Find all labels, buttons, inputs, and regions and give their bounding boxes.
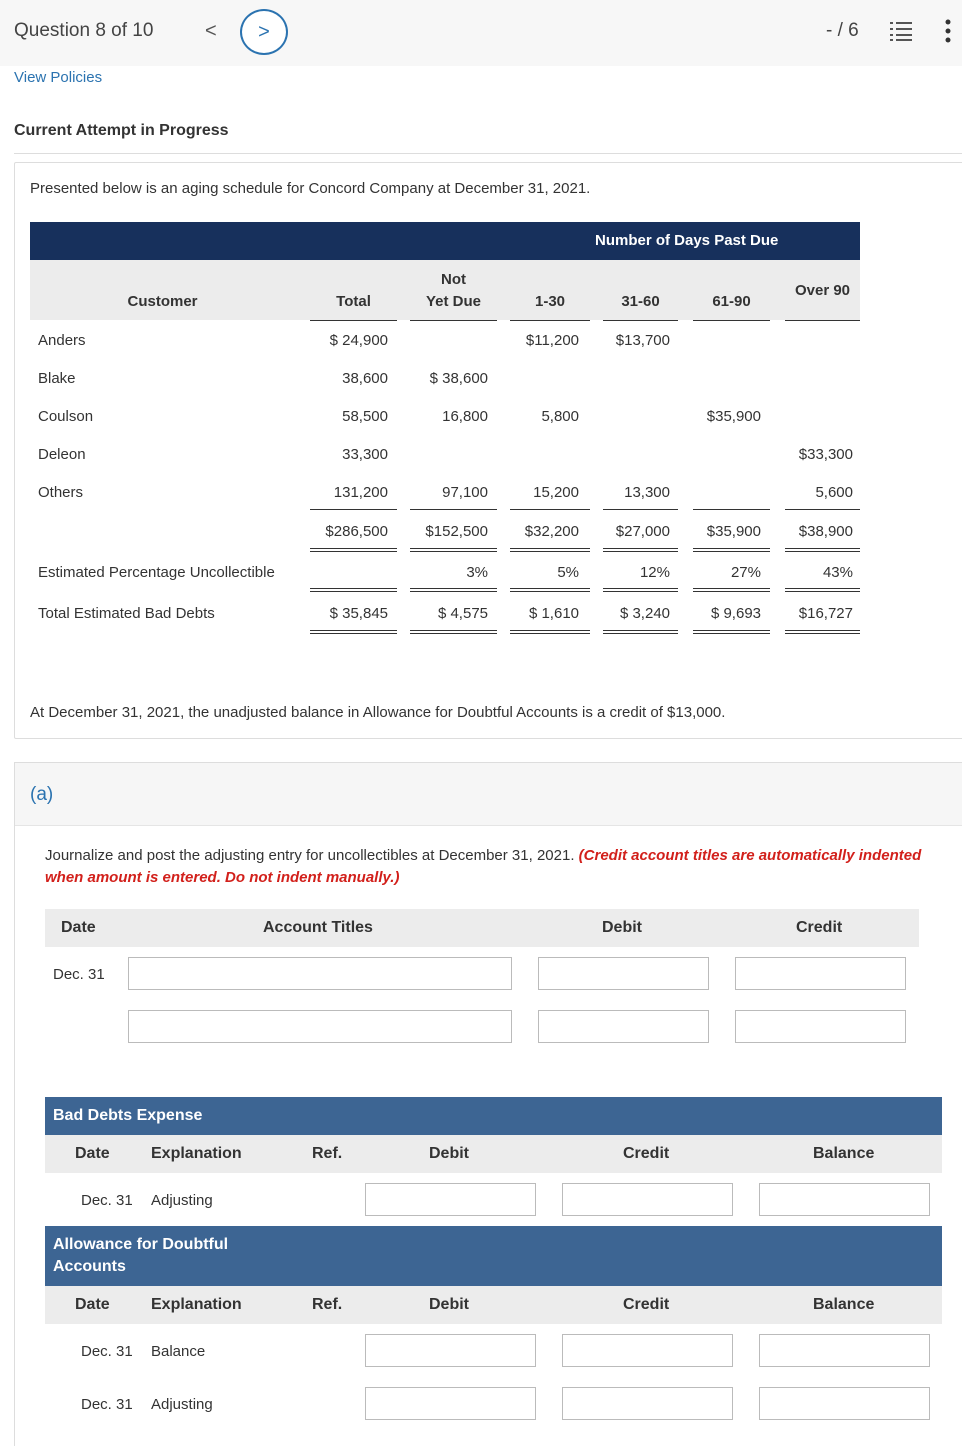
- ledger-balance-input[interactable]: [759, 1334, 930, 1367]
- ledger-balance-input[interactable]: [759, 1387, 930, 1420]
- ledger-credit-input[interactable]: [562, 1183, 733, 1216]
- customer-name: Blake: [38, 370, 76, 387]
- col-not-yet-due-line2: Yet Due: [425, 293, 482, 310]
- customer-name: Anders: [38, 332, 86, 349]
- ledger-row-explanation: Balance: [151, 1343, 206, 1360]
- total-not-yet-due: $152,500: [425, 523, 488, 540]
- total-sum: $286,500: [325, 523, 388, 540]
- closing-statement: At December 31, 2021, the unadjusted balance in Allowance for Doubtful Accounts is a credit of $13,000.: [30, 704, 726, 721]
- cell-31-60: 13,300: [624, 484, 670, 501]
- cell-total: $ 24,900: [329, 332, 388, 349]
- pct-61-90: 27%: [730, 564, 761, 581]
- ledger-row-date: Dec. 31: [81, 1192, 133, 1209]
- credit-input-2[interactable]: [735, 1010, 906, 1043]
- cell-31-60: $13,700: [615, 332, 670, 349]
- ledger-col-ref: Ref.: [312, 1145, 343, 1162]
- ledger-col-credit: Credit: [623, 1145, 670, 1162]
- cell-1-30: 15,200: [533, 484, 579, 501]
- cell-total: 38,600: [342, 370, 388, 387]
- ledger-col-date: Date: [75, 1296, 110, 1313]
- bad-not-yet-due: $ 4,575: [437, 605, 488, 622]
- list-icon[interactable]: [890, 20, 912, 42]
- credit-input-1[interactable]: [735, 957, 906, 990]
- col-31-60: 31-60: [621, 293, 660, 310]
- cell-not-yet-due: 97,100: [442, 484, 488, 501]
- ledger-col-debit: Debit: [429, 1296, 469, 1313]
- journal-col-date: Date: [61, 919, 96, 936]
- ledger-col-ref: Ref.: [312, 1296, 343, 1313]
- ledger-credit-input[interactable]: [562, 1387, 733, 1420]
- ledger-col-debit: Debit: [429, 1145, 469, 1162]
- cell-61-90: $35,900: [706, 408, 761, 425]
- ledger-debit-input[interactable]: [365, 1387, 536, 1420]
- ledger-bad-debts-title: [45, 1097, 942, 1135]
- score: - / 6: [826, 20, 859, 41]
- col-61-90: 61-90: [712, 293, 751, 310]
- cell-over-90: $33,300: [798, 446, 853, 463]
- ledger-row-explanation: Adjusting: [151, 1396, 213, 1413]
- ledger-col-balance: Balance: [813, 1296, 875, 1313]
- pct-31-60: 12%: [639, 564, 670, 581]
- cell-total: 33,300: [342, 446, 388, 463]
- question-counter: Question 8 of 10: [14, 20, 154, 41]
- ledger-row-date: Dec. 31: [81, 1396, 133, 1413]
- previous-question-button[interactable]: <: [205, 20, 217, 42]
- total-1-30: $32,200: [524, 523, 579, 540]
- ledger-col-balance: Balance: [813, 1145, 875, 1162]
- col-not-yet-due-line1: Not: [441, 271, 466, 288]
- customer-name: Deleon: [38, 446, 86, 463]
- journal-row-date: Dec. 31: [53, 966, 105, 983]
- ledger-title-text: Bad Debts Expense: [53, 1107, 203, 1124]
- ledger-balance-input[interactable]: [759, 1183, 930, 1216]
- cell-1-30: 5,800: [541, 408, 579, 425]
- instruction-note: (Credit account titles are automatically indented when amount is entered. Do not indent manually.): [45, 847, 922, 886]
- bad-31-60: $ 3,240: [619, 605, 670, 622]
- account-title-input-1[interactable]: [128, 957, 512, 990]
- part-a-instruction: [45, 845, 925, 889]
- pct-not-yet-due: 3%: [466, 564, 488, 581]
- account-title-input-2[interactable]: [128, 1010, 512, 1043]
- ledger-allowance-title: [45, 1226, 942, 1286]
- col-over-90: Over 90: [794, 282, 851, 299]
- ledger-title-line2: Accounts: [53, 1258, 126, 1275]
- pct-uncollectible-label: Estimated Percentage Uncollectible: [38, 564, 275, 581]
- more-options-icon[interactable]: [944, 18, 952, 44]
- total-over-90: $38,900: [798, 523, 853, 540]
- total-31-60: $27,000: [615, 523, 670, 540]
- pct-1-30: 5%: [557, 564, 579, 581]
- divider: [14, 153, 962, 154]
- pct-over-90: 43%: [822, 564, 853, 581]
- ledger-allowance-header: [45, 1286, 942, 1324]
- cell-not-yet-due: 16,800: [442, 408, 488, 425]
- ledger-bad-debts-header: [45, 1135, 942, 1173]
- part-a-label: (a): [30, 784, 54, 805]
- journal-col-account-titles: Account Titles: [263, 919, 373, 936]
- ledger-debit-input[interactable]: [365, 1183, 536, 1216]
- part-a-header: [15, 763, 962, 826]
- col-1-30: 1-30: [534, 293, 566, 310]
- ledger-col-credit: Credit: [623, 1296, 670, 1313]
- days-past-due-label: Number of Days Past Due: [595, 232, 779, 249]
- attempt-status: Current Attempt in Progress: [14, 122, 229, 139]
- col-total: Total: [336, 293, 371, 310]
- col-customer: Customer: [127, 293, 198, 310]
- journal-col-debit: Debit: [602, 919, 642, 936]
- next-question-button[interactable]: >: [240, 9, 288, 55]
- days-past-due-header: [30, 222, 860, 260]
- total-61-90: $35,900: [706, 523, 761, 540]
- cell-not-yet-due: $ 38,600: [429, 370, 488, 387]
- instruction-text: Journalize and post the adjusting entry for uncollectibles at December 31, 2021.: [45, 847, 575, 864]
- problem-intro: Presented below is an aging schedule for Concord Company at December 31, 2021.: [30, 180, 591, 197]
- journal-header: [45, 909, 919, 947]
- bad-1-30: $ 1,610: [528, 605, 579, 622]
- customer-name: Others: [38, 484, 84, 501]
- ledger-col-date: Date: [75, 1145, 110, 1162]
- cell-total: 58,500: [342, 408, 388, 425]
- bad-total: $ 35,845: [329, 605, 388, 622]
- ledger-debit-input[interactable]: [365, 1334, 536, 1367]
- cell-over-90: 5,600: [815, 484, 853, 501]
- cell-1-30: $11,200: [525, 332, 579, 349]
- ledger-row-explanation: Adjusting: [151, 1192, 213, 1209]
- cell-total: 131,200: [333, 484, 388, 501]
- bad-debts-label: Total Estimated Bad Debts: [38, 605, 215, 622]
- ledger-credit-input[interactable]: [562, 1334, 733, 1367]
- bad-over-90: $16,727: [798, 605, 853, 622]
- column-header-row: [30, 260, 860, 320]
- ledger-row-date: Dec. 31: [81, 1343, 133, 1360]
- ledger-col-explanation: Explanation: [151, 1145, 242, 1162]
- ledger-col-explanation: Explanation: [151, 1296, 242, 1313]
- debit-input-1[interactable]: [538, 957, 709, 990]
- customer-name: Coulson: [38, 408, 94, 425]
- debit-input-2[interactable]: [538, 1010, 709, 1043]
- journal-col-credit: Credit: [796, 919, 843, 936]
- view-policies-link[interactable]: View Policies: [14, 69, 103, 86]
- bad-61-90: $ 9,693: [710, 605, 761, 622]
- ledger-title-line1: Allowance for Doubtful: [53, 1236, 229, 1253]
